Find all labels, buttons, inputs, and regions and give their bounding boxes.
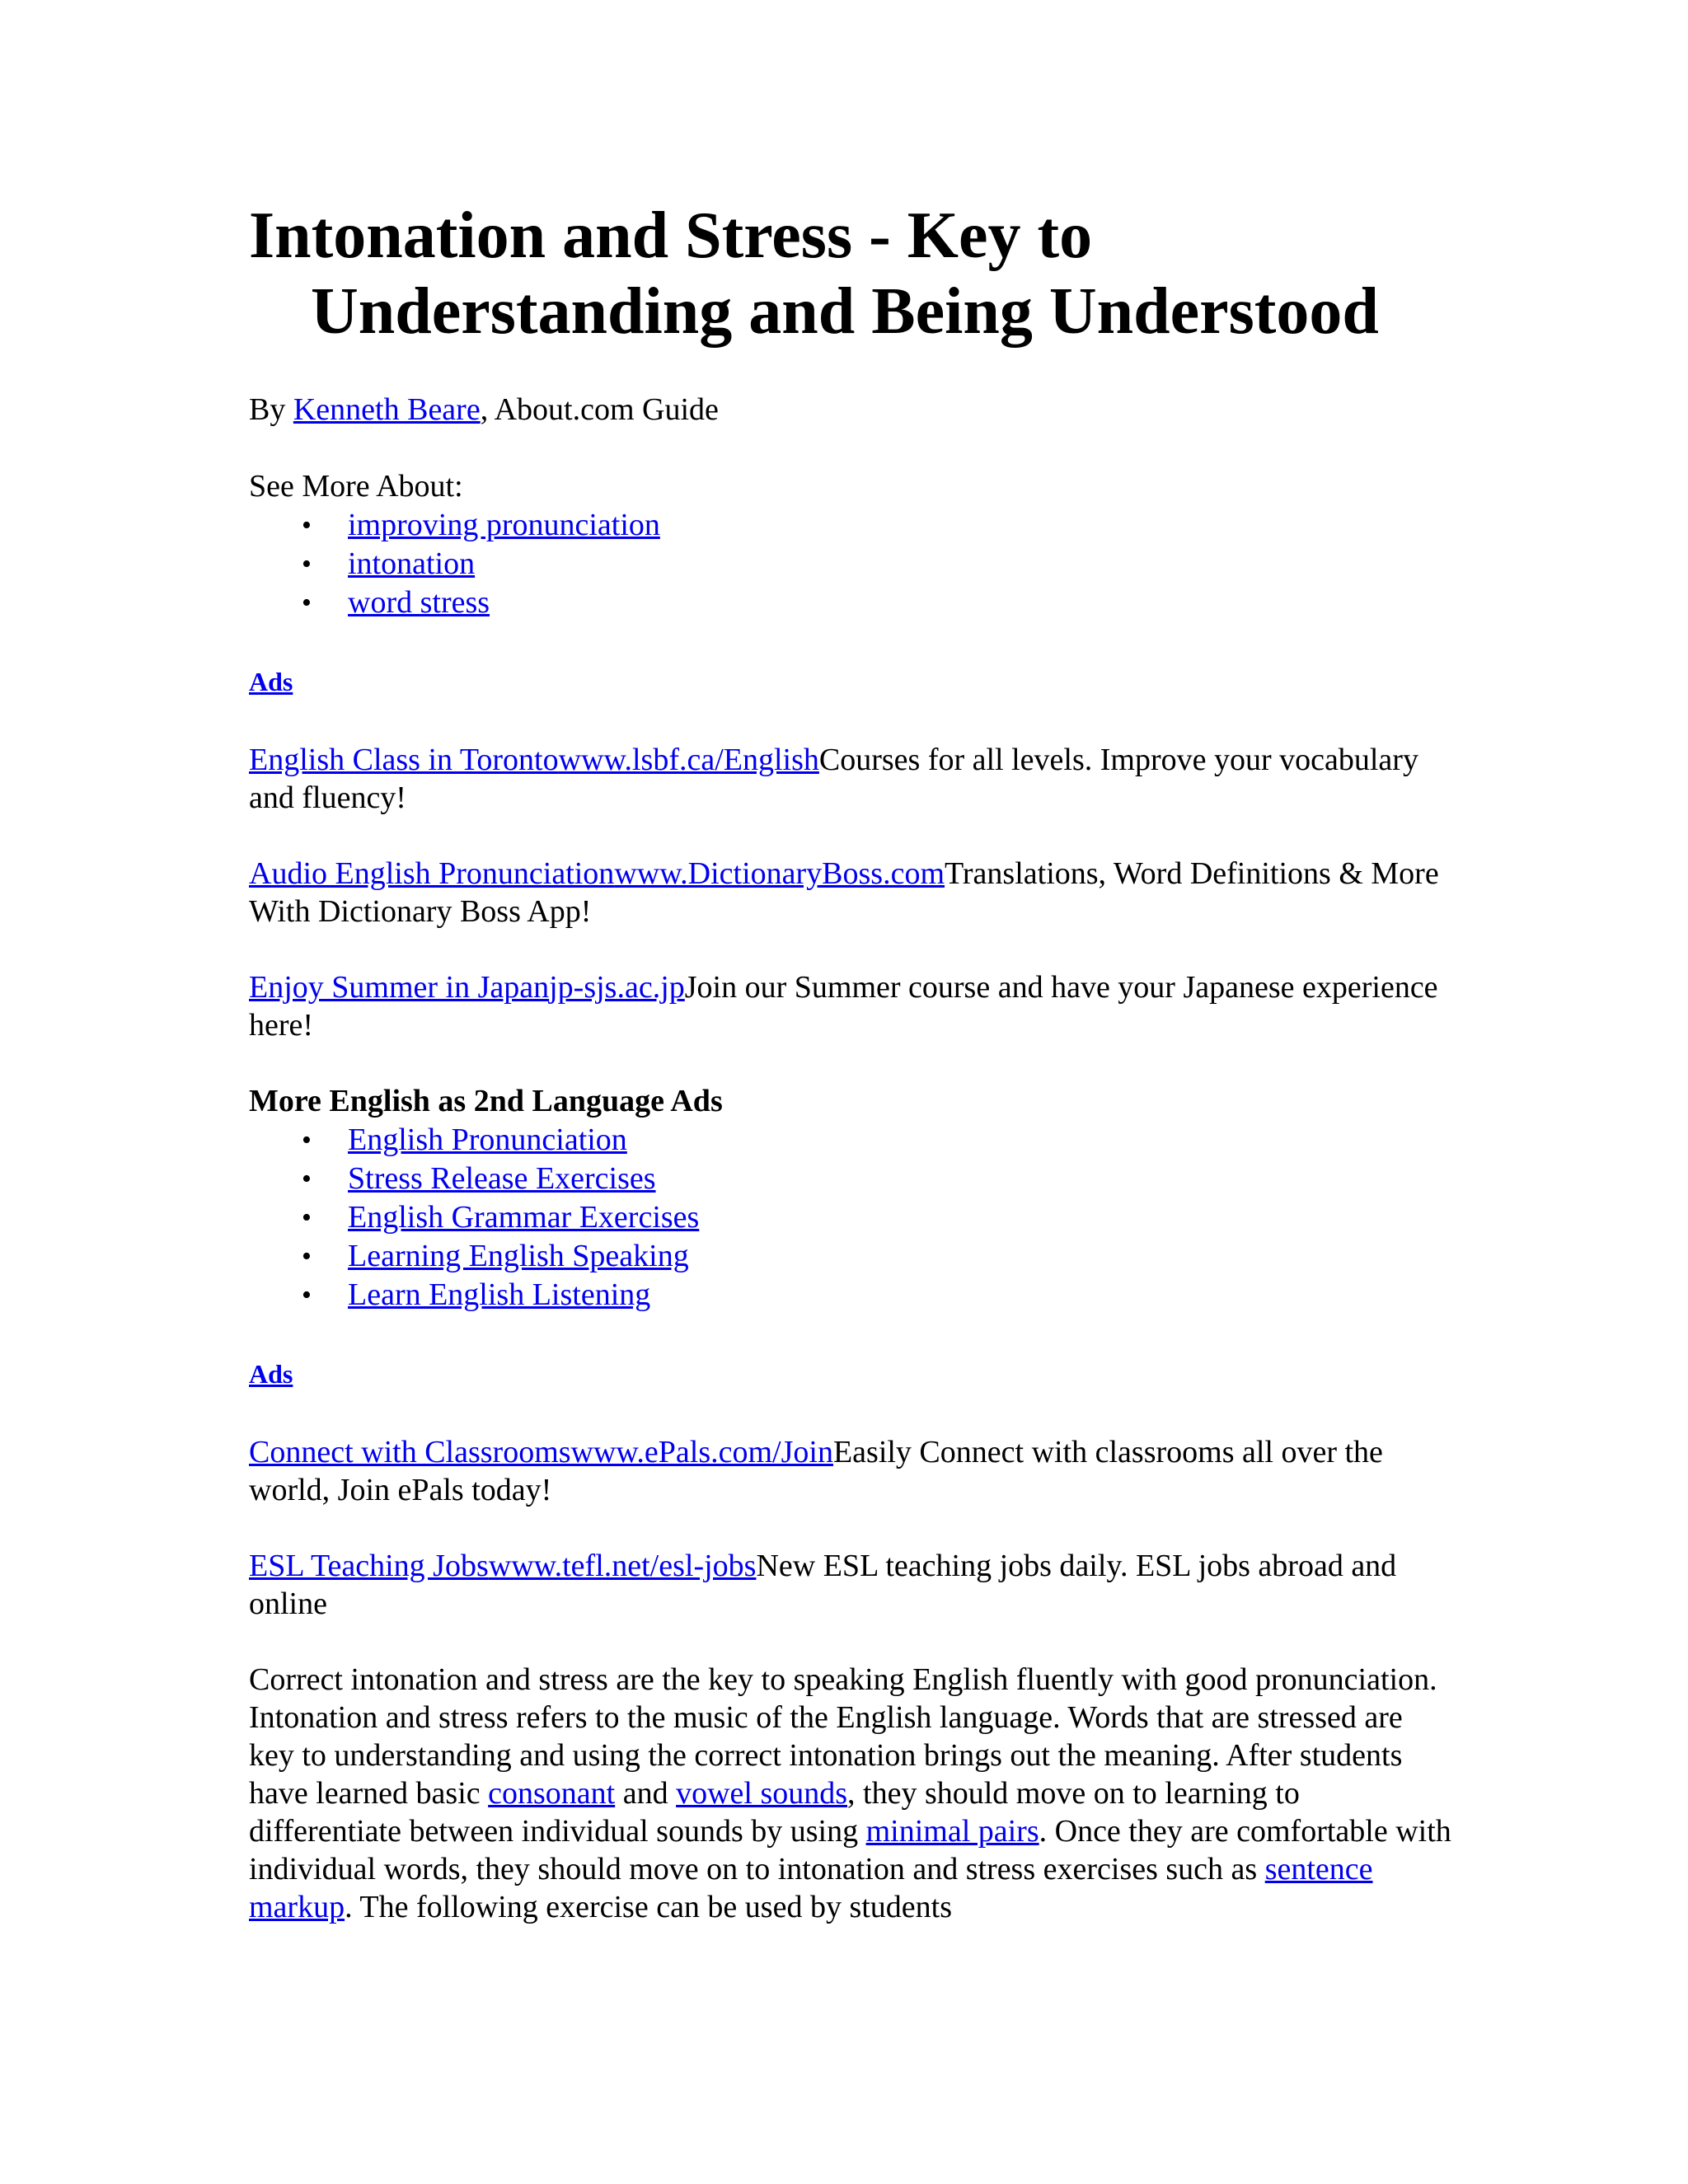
body-text-3: , they should move on to learning to differentiate between individual sounds by using <box>249 1776 1300 1849</box>
ad-title: Connect with Classrooms <box>249 1435 571 1469</box>
article-page <box>249 198 1452 1926</box>
more-ads-link[interactable]: English Grammar Exercises <box>348 1200 700 1235</box>
list-item <box>249 1276 1452 1315</box>
consonant-link[interactable]: consonant <box>488 1776 616 1811</box>
see-more-link-word-stress[interactable]: word stress <box>348 585 490 620</box>
byline-prefix: By <box>249 392 293 427</box>
more-ads-heading: More English as 2nd Language Ads <box>249 1084 723 1118</box>
vowel-sounds-link[interactable]: vowel sounds <box>676 1776 848 1811</box>
list-item <box>249 1121 1452 1160</box>
ad-block <box>249 855 1452 930</box>
more-ads-link[interactable]: Learning English Speaking <box>348 1239 689 1273</box>
see-more-list <box>249 506 1452 622</box>
bullet-icon: • <box>302 510 312 541</box>
minimal-pairs-link[interactable]: minimal pairs <box>865 1814 1039 1849</box>
ad-block <box>249 968 1452 1044</box>
ad-text: New ESL teaching jobs daily. ESL jobs abroad and online <box>249 1549 1397 1621</box>
list-item <box>249 545 1452 583</box>
bullet-icon: • <box>302 588 312 618</box>
see-more-label: See More About: <box>249 469 463 504</box>
body-text-5: . The following exercise can be used by students <box>345 1890 953 1924</box>
see-more-link-intonation[interactable]: intonation <box>348 546 476 581</box>
ad-url: www.ePals.com/Join <box>570 1435 833 1469</box>
bullet-icon: • <box>302 1164 312 1194</box>
byline-suffix: , About.com Guide <box>480 392 719 427</box>
ad-link[interactable] <box>249 856 945 891</box>
ad-link[interactable] <box>249 1435 833 1469</box>
ad-title: Enjoy Summer in Japan <box>249 970 550 1005</box>
list-item <box>249 1160 1452 1198</box>
ad-url: jp-sjs.ac.jp <box>549 970 685 1005</box>
more-ads-link[interactable]: Stress Release Exercises <box>348 1161 656 1196</box>
ads-label-link[interactable]: Ads <box>249 1359 293 1389</box>
list-item <box>249 1237 1452 1276</box>
ad-text: Join our Summer course and have your Japanese experience here! <box>249 970 1438 1043</box>
ad-url: www.tefl.net/esl-jobs <box>488 1549 757 1583</box>
see-more-link-improving-pronunciation[interactable]: improving pronunciation <box>348 508 660 542</box>
more-ads-list <box>249 1121 1452 1315</box>
body-paragraph <box>249 1661 1452 1926</box>
article-title <box>249 198 1452 349</box>
list-item <box>249 506 1452 545</box>
ad-text: Easily Connect with classrooms all over the world, Join ePals today! <box>249 1435 1383 1507</box>
body-text-1: Correct intonation and stress are the key to speaking English fluently with good pronunciation. Intonation and stress refers to the music of the English language. Words that are stressed are key to understanding and using the correct intonation brings out the meaning. After students have learned basic <box>249 1662 1437 1811</box>
ad-text: Translations, Word Definitions & More With Dictionary Boss App! <box>249 856 1439 929</box>
body-text-2: and <box>615 1776 677 1811</box>
ads-label-link[interactable]: Ads <box>249 667 293 696</box>
list-item <box>249 583 1452 622</box>
author-link[interactable]: Kenneth Beare <box>293 392 481 427</box>
list-item <box>249 1198 1452 1237</box>
ad-link[interactable] <box>249 970 685 1005</box>
ad-url: www.lsbf.ca/English <box>558 743 819 777</box>
ad-block <box>249 1547 1452 1623</box>
ad-link[interactable] <box>249 1549 756 1583</box>
bullet-icon: • <box>302 1280 312 1310</box>
ad-block <box>249 1433 1452 1509</box>
title-line-2: Understanding and Being Understood <box>311 275 1379 348</box>
more-ads-link[interactable]: English Pronunciation <box>348 1122 627 1157</box>
ad-title: Audio English Pronunciation <box>249 856 615 891</box>
byline <box>249 391 1452 429</box>
bullet-icon: • <box>302 1125 312 1155</box>
title-line-1: Intonation and Stress - Key to <box>249 199 1093 272</box>
body-text-4: . Once they are comfortable with individual words, they should move on to intonation and stress exercises such as <box>249 1814 1451 1886</box>
ad-block <box>249 741 1452 817</box>
ad-text: Courses for all levels. Improve your vocabulary and fluency! <box>249 743 1418 815</box>
ad-title: ESL Teaching Jobs <box>249 1549 489 1583</box>
bullet-icon: • <box>302 1202 312 1233</box>
more-ads-link[interactable]: Learn English Listening <box>348 1277 651 1312</box>
bullet-icon: • <box>302 549 312 579</box>
sentence-markup-link[interactable]: sentence markup <box>249 1852 1373 1924</box>
ad-url: www.DictionaryBoss.com <box>614 856 945 891</box>
bullet-icon: • <box>302 1241 312 1272</box>
ad-title: English Class in Toronto <box>249 743 559 777</box>
ad-link[interactable] <box>249 743 819 777</box>
